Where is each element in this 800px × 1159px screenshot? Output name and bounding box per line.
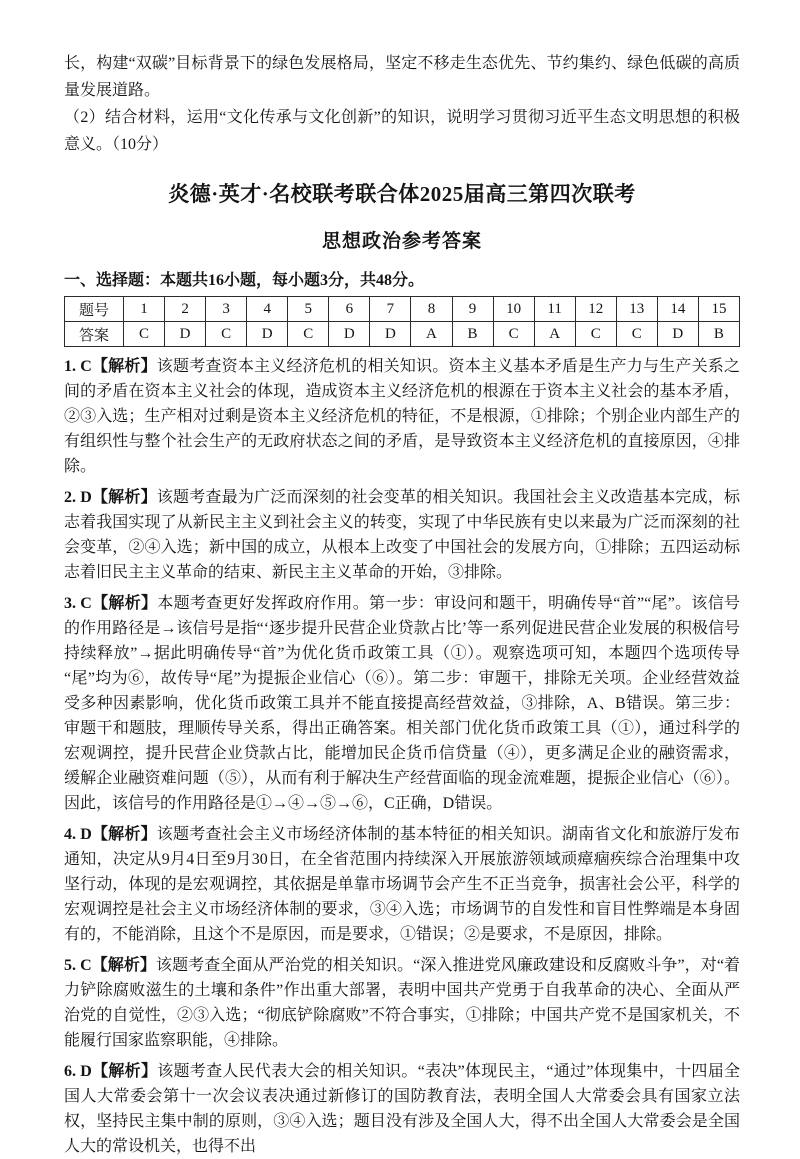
question-number-cell: 13 [616,297,657,322]
explanation-6-prefix: 6. D【解析】 [64,1063,158,1080]
question-number-cell: 3 [206,297,247,322]
explanation-3-prefix: 3. C【解析】 [64,595,158,612]
question-number-cell: 6 [329,297,370,322]
answer-row-label: 答案 [65,322,124,347]
answer-cell: C [575,322,616,347]
answer-cell: A [534,322,575,347]
question-number-cell: 7 [370,297,411,322]
question-number-cell: 15 [698,297,739,322]
explanation-1-body: 该题考查资本主义经济危机的相关知识。资本主义基本矛盾是生产力与生产关系之间的矛盾在资本主义社会的体现，造成资本主义经济危机的根源在于资本主义社会的基本矛盾，②③入选；生产相对过剩是资本主义经济危机的特征，不是根源，①排除；个别企业内部生产的有组织性与整个社会生产的无政府状态之间的矛盾，是导致资本主义经济危机的直接原因，④排除。 [64,358,740,475]
answer-cell: C [206,322,247,347]
answer-cell: D [370,322,411,347]
answer-cell: A [411,322,452,347]
answer-key-subtitle: 思想政治参考答案 [321,231,482,252]
explanation-5-prefix: 5. C【解析】 [64,957,156,974]
answer-cell: D [329,322,370,347]
explanation-item-6 [64,1059,740,1159]
question-number-row-label: 题号 [65,297,124,322]
explanation-item-5 [64,953,740,1053]
explanation-1-prefix: 1. C【解析】 [64,358,157,375]
question-number-cell: 4 [247,297,288,322]
explanation-2-prefix: 2. D【解析】 [64,489,157,506]
answer-table [64,296,740,347]
explanation-2-body: 该题考查最为广泛而深刻的社会变革的相关知识。我国社会主义改造基本完成，标志着我国实现了从新民主主义到社会主义的转变，实现了中华民族有史以来最为广泛而深刻的社会变革，②④入选；新中国的成立，从根本上改变了中国社会的发展方向，①排除；五四运动标志着旧民主主义革命的结束、新民主主义革命的开始，③排除。 [64,489,740,581]
answer-cell: C [616,322,657,347]
answer-cell: D [247,322,288,347]
question-number-cell: 10 [493,297,534,322]
question-number-cell: 14 [657,297,698,322]
answer-cell: B [698,322,739,347]
question-number-cell: 8 [411,297,452,322]
explanation-6-body: 该题考查人民代表大会的相关知识。“表决”体现民主，“通过”体现集中，十四届全国人大常委会第十一次会议表决通过新修订的国防教育法，表明全国人大常委会具有国家立法权，坚持民主集中制的原则，③④入选；题目没有涉及全国人大，得不出全国人大常委会是全国人大的常设机关，也得不出 [64,1063,740,1155]
answer-cell: D [165,322,206,347]
explanation-item-4 [64,822,740,947]
question-2-prompt: （2）结合材料，运用“文化传承与文化创新”的知识，说明学习贯彻习近平生态文明思想的积极意义。（10分） [64,109,740,153]
question-number-row [65,297,740,322]
explanation-4-prefix: 4. D【解析】 [64,826,157,843]
explanation-item-1 [64,354,740,479]
question-number-cell: 12 [575,297,616,322]
question-text-continuation: 长，构建“双碳”目标背景下的绿色发展格局，坚定不移走生态优先、节约集约、绿色低碳的高质量发展道路。 [64,55,740,99]
answer-cell: C [288,322,329,347]
answer-row [65,322,740,347]
explanations-list [64,354,740,1159]
question-number-cell: 2 [165,297,206,322]
explanation-item-2 [64,485,740,585]
explanation-item-3 [64,591,740,816]
question-number-cell: 1 [124,297,165,322]
explanation-4-body: 该题考查社会主义市场经济体制的基本特征的相关知识。湖南省文化和旅游厅发布通知，决定从9月4日至9月30日，在全省范围内持续深入开展旅游领域顽瘴痼疾综合治理集中攻坚行动，体现的是宏观调控，其依据是单靠市场调节会产生不正当竞争，损害社会公平，科学的宏观调控是社会主义市场经济体制的要求，③④入选；市场调节的自发性和盲目性弊端是本身固有的，不能消除，且这个不是原因，而是要求，①错误；②是要求，不是原因，排除。 [64,826,740,943]
exam-title: 炎德·英才·名校联考联合体2025届高三第四次联考 [168,182,636,206]
question-number-cell: 5 [288,297,329,322]
answer-cell: D [657,322,698,347]
question-number-cell: 11 [534,297,575,322]
answer-cell: B [452,322,493,347]
question-number-cell: 9 [452,297,493,322]
explanation-5-body: 该题考查全面从严治党的相关知识。“深入推进党风廉政建设和反腐败斗争”，对“着力铲除腐败滋生的土壤和条件”作出重大部署，表明中国共产党勇于自我革命的决心、全面从严治党的自觉性，②③入选；“彻底铲除腐败”不符合事实，①排除；中国共产党不是国家机关，不能履行国家监察职能，④排除。 [64,957,740,1049]
answer-cell: C [124,322,165,347]
explanation-3-body: 本题考查更好发挥政府作用。第一步：审设问和题干，明确传导“首”“尾”。该信号的作用路径是→该信号是指“‘逐步提升民营企业贷款占比’等一系列促进民营企业发展的积极信号持续释放”→据此明确传导“首”为优化货币政策工具（①）。观察选项可知，本题四个选项传导“尾”均为⑥，故传导“尾”为提振企业信心（⑥）。第二步：审题干，排除无关项。企业经营效益受多种因素影响，优化货币政策工具并不能直接提高经营效益，③排除，A、B错误。第三步：审题干和题肢，理顺传导关系，得出正确答案。相关部门优化货币政策工具（①），通过科学的宏观调控，提升民营企业贷款占比，能增加民企货币信贷量（④），更多满足企业的融资需求，缓解企业融资难问题（⑤），从而有利于解决生产经营面临的现金流难题，提振企业信心（⑥）。因此，该信号的作用路径是①→④→⑤→⑥，C正确，D错误。 [64,595,740,812]
section-1-heading: 一、选择题：本题共16小题，每小题3分，共48分。 [64,272,425,289]
answer-cell: C [493,322,534,347]
